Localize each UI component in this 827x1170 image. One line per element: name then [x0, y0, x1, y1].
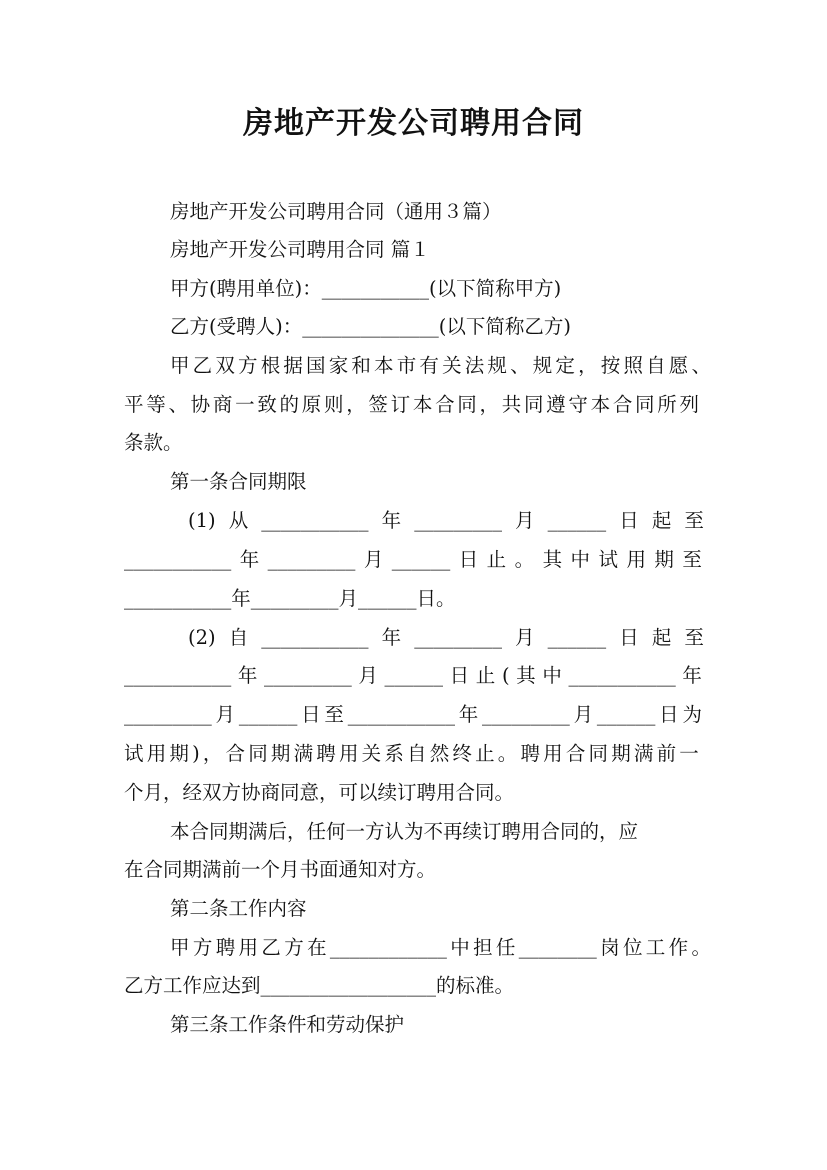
line-token: ___________ — [261, 626, 369, 649]
line-char: ， — [202, 742, 223, 765]
line-token: 位 — [622, 936, 643, 959]
line-token: ______ — [547, 509, 607, 532]
line-char: 。 — [497, 742, 518, 765]
line-token: 至 — [684, 626, 704, 649]
line-token: 日 — [659, 703, 679, 726]
line-char: 列 — [679, 393, 699, 416]
line-token: 月 — [515, 626, 535, 649]
line-token: 用 — [626, 548, 646, 571]
line-token: 年 — [237, 664, 258, 687]
line-char: 则 — [323, 393, 344, 416]
line-token: 中 — [570, 548, 591, 571]
line-char: 市 — [396, 354, 417, 377]
doc-line-20 — [170, 934, 711, 962]
line-token: ___________ — [124, 664, 232, 687]
line-char: 按 — [600, 354, 621, 377]
line-token: 中 — [542, 664, 562, 687]
line-char: 期 — [611, 742, 631, 765]
line-char: 致 — [257, 393, 277, 416]
line-char: 双 — [215, 354, 235, 377]
line-token: 。 — [691, 936, 711, 959]
line-char: 满 — [293, 742, 314, 765]
doc-line-2: 房地产开发公司聘用合同 篇１ — [170, 238, 430, 261]
line-char: 然 — [429, 742, 450, 765]
line-token: 方 — [284, 936, 304, 959]
line-char: 共 — [501, 393, 522, 416]
doc-line-22: 第三条工作条件和劳动保护 — [170, 1013, 405, 1036]
line-char: 规 — [532, 354, 553, 377]
line-char: 自 — [407, 742, 427, 765]
line-token: 日 — [619, 509, 639, 532]
line-token: ______ — [596, 703, 656, 726]
line-token: 聘 — [215, 936, 236, 959]
line-char: 合 — [565, 742, 586, 765]
line-token: 自 — [228, 626, 249, 649]
line-token: 岗 — [600, 936, 620, 959]
line-token: 甲 — [170, 936, 190, 959]
line-token: 日 — [301, 703, 321, 726]
line-token: 从 — [228, 509, 249, 532]
line-token: 至 — [684, 509, 704, 532]
line-char: 家 — [328, 354, 349, 377]
line-char: 、 — [168, 393, 188, 416]
doc-line-8: 第一条合同期限 — [170, 470, 307, 493]
line-char: 据 — [283, 354, 303, 377]
line-token: 。 — [514, 548, 535, 571]
line-token: ____________ — [329, 936, 447, 959]
line-token: 为 — [682, 703, 702, 726]
line-char: ， — [578, 354, 598, 377]
doc-line-1: 房地产开发公司聘用合同（通用３篇） — [170, 200, 502, 223]
line-char: 遵 — [546, 393, 566, 416]
line-char: 国 — [306, 354, 326, 377]
line-token: 工 — [645, 936, 666, 959]
line-char: 订 — [390, 393, 411, 416]
line-char: 聘 — [316, 742, 336, 765]
line-char: 试 — [124, 742, 144, 765]
line-token: 年 — [381, 509, 402, 532]
line-char: 用 — [146, 742, 167, 765]
line-token: (2) — [188, 626, 216, 649]
line-char: 定 — [555, 354, 575, 377]
line-char: ， — [479, 393, 500, 416]
line-char: 期 — [169, 742, 189, 765]
doc-line-10 — [124, 546, 702, 574]
line-token: 方 — [192, 936, 213, 959]
line-token: ___________ — [568, 664, 676, 687]
line-token: 年 — [458, 703, 479, 726]
line-token: 日 — [458, 548, 479, 571]
doc-line-16: 个月，经双方协商同意，可以续订聘用合同。 — [124, 781, 515, 804]
line-token: 起 — [651, 626, 672, 649]
line-char: 和 — [351, 354, 371, 377]
line-token: (1) — [188, 509, 216, 532]
line-token: ( — [501, 664, 510, 687]
line-char: 原 — [301, 393, 322, 416]
line-token: 月 — [573, 703, 594, 726]
line-char: 乙 — [192, 354, 213, 377]
line-char: 关 — [442, 354, 462, 377]
doc-line-15 — [124, 740, 699, 768]
line-char: 关 — [361, 742, 382, 765]
doc-line-21: 乙方工作应达到__________________的标准。 — [124, 974, 515, 997]
line-token: 月 — [215, 703, 236, 726]
line-char: ) — [192, 742, 200, 765]
line-token: ___________ — [261, 509, 369, 532]
line-token: _________ — [264, 664, 352, 687]
line-char: 前 — [656, 742, 677, 765]
document-title: 房地产开发公司聘用合同 — [243, 106, 584, 141]
line-token: 任 — [495, 936, 516, 959]
line-token: 用 — [238, 936, 259, 959]
line-char: 所 — [657, 393, 677, 416]
doc-line-3: 甲方(聘用单位)：___________(以下简称甲方) — [170, 277, 562, 300]
line-token: 月 — [358, 664, 378, 687]
line-char: 等 — [146, 393, 166, 416]
line-char: 聘 — [520, 742, 540, 765]
line-char: 平 — [124, 393, 144, 416]
line-token: ______ — [238, 703, 298, 726]
line-char: 合 — [435, 393, 455, 416]
line-token: ______ — [547, 626, 607, 649]
line-char: 合 — [612, 393, 633, 416]
line-token: ______ — [391, 548, 451, 571]
line-token: 至 — [324, 703, 344, 726]
line-char: 守 — [568, 393, 588, 416]
line-char: 同 — [635, 393, 655, 416]
line-char: 同 — [248, 742, 268, 765]
line-char: 同 — [523, 393, 544, 416]
line-char: 本 — [590, 393, 611, 416]
line-char: 本 — [412, 393, 433, 416]
line-char: 、 — [691, 354, 711, 377]
line-token: 至 — [682, 548, 702, 571]
line-char: 一 — [235, 393, 255, 416]
line-token: 在 — [307, 936, 327, 959]
line-token: ___________ — [124, 548, 232, 571]
line-char: 用 — [543, 742, 563, 765]
line-token: 日 — [619, 626, 639, 649]
line-char: 协 — [190, 393, 211, 416]
line-char: 用 — [338, 742, 359, 765]
line-char: 签 — [368, 393, 388, 416]
line-char: 愿 — [668, 354, 689, 377]
doc-line-18: 在合同期满前一个月书面通知对方。 — [124, 858, 437, 881]
line-token: 其 — [516, 664, 536, 687]
line-token: _________ — [482, 703, 570, 726]
line-token: 年 — [239, 548, 260, 571]
line-char: 商 — [212, 393, 233, 416]
line-token: 止 — [486, 548, 507, 571]
doc-line-13 — [124, 662, 702, 690]
line-token: ______ — [384, 664, 444, 687]
line-char: 法 — [464, 354, 485, 377]
line-char: 自 — [646, 354, 666, 377]
doc-line-19: 第二条工作内容 — [170, 897, 307, 920]
line-token: 日 — [449, 664, 470, 687]
line-char: 满 — [633, 742, 654, 765]
line-char: 合 — [225, 742, 246, 765]
line-token: ________ — [518, 936, 597, 959]
line-token: _________ — [267, 548, 356, 571]
line-token: 月 — [515, 509, 535, 532]
line-char: 同 — [588, 742, 609, 765]
line-char: 终 — [452, 742, 472, 765]
line-char: 规 — [487, 354, 507, 377]
doc-line-6 — [124, 391, 699, 419]
line-char: 方 — [238, 354, 258, 377]
doc-line-7: 条款。 — [124, 431, 183, 454]
line-char: 期 — [270, 742, 291, 765]
line-token: 中 — [450, 936, 470, 959]
line-token: 担 — [473, 936, 493, 959]
line-token: 起 — [651, 509, 672, 532]
line-token: 作 — [668, 936, 689, 959]
line-char: 有 — [419, 354, 439, 377]
doc-line-17: 本合同期满后，任何一方认为不再续订聘用合同的，应 — [170, 820, 639, 843]
line-token: 期 — [654, 548, 674, 571]
line-token: 试 — [598, 548, 618, 571]
line-char: 同 — [457, 393, 477, 416]
line-char: 根 — [260, 354, 281, 377]
line-char: 、 — [510, 354, 530, 377]
doc-line-14 — [124, 701, 702, 729]
doc-line-4: 乙方(受聘人)：______________(以下简称乙方) — [170, 315, 571, 338]
line-token: _________ — [124, 703, 212, 726]
line-char: 一 — [679, 742, 699, 765]
line-token: _________ — [414, 509, 502, 532]
doc-line-12 — [188, 624, 704, 652]
line-token: ___________ — [347, 703, 455, 726]
line-token: _________ — [414, 626, 502, 649]
line-char: 照 — [623, 354, 643, 377]
doc-line-5 — [170, 352, 711, 380]
line-char: 的 — [279, 393, 300, 416]
line-char: 甲 — [170, 354, 190, 377]
line-token: 月 — [363, 548, 384, 571]
doc-line-9 — [188, 507, 704, 535]
line-char: 系 — [384, 742, 404, 765]
line-token: 年 — [682, 664, 702, 687]
line-token: 乙 — [261, 936, 281, 959]
line-token: 止 — [475, 664, 496, 687]
doc-line-11: ___________年_________月______日。 — [124, 587, 456, 610]
line-char: ， — [346, 393, 366, 416]
line-char: 本 — [374, 354, 394, 377]
line-token: 年 — [381, 626, 402, 649]
line-char: 止 — [475, 742, 495, 765]
line-token: 其 — [542, 548, 563, 571]
